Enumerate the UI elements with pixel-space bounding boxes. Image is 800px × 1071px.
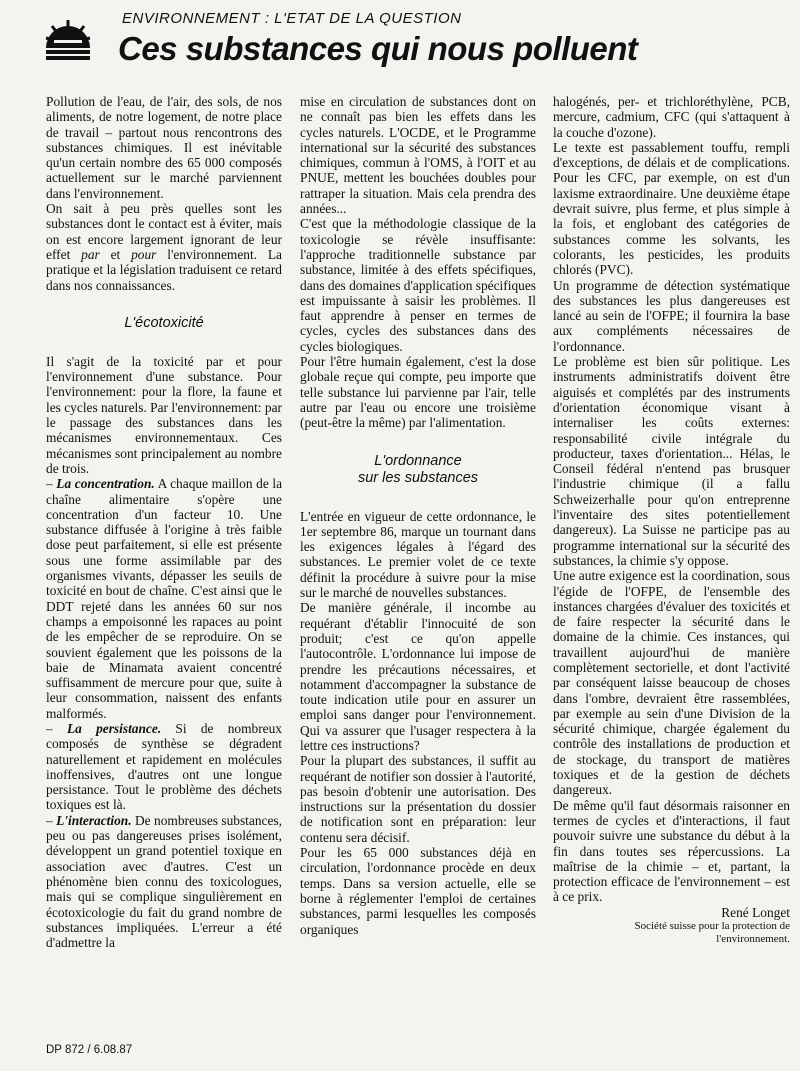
- paragraph-persistance: – La persistance. Si de nombreux composés de synthèse se dégradent naturellement et rapidement en molécules inoffensives, d'autres ont une longue persistance. Tout le problème des déchets toxiques est là.: [46, 720, 283, 813]
- paragraph: On sait à peu près quelles sont les substances dont le contact est à éviter, mais on est encore largement ignorant de leur effet par et pour l'environnement. La pratique et la législation traduisent ce retard dans nos connaissances.: [46, 201, 282, 293]
- paragraph: De même qu'il faut désormais raisonner en termes de cycles et d'interactions, il faut pouvoir suivre une substance du début à la fin dans toutes ses répercussions. La maîtrise de la chimie – et, partant, la protection efficace de l'environnement – est à ce prix.: [553, 797, 790, 905]
- paragraph: Pour les 65 000 substances déjà en circulation, l'ordonnance procède en deux temps. Dans sa version actuelle, elle se borne à réglementer l'emploi de certaines substances, parmi lesquelles les composés organiques: [300, 845, 536, 937]
- paragraph-concentration: – La concentration. A chaque maillon de la chaîne alimentaire s'opère une concentration d'un facteur 10. Une substance diffusée à l'origine à très faible dose peut parfaitement, si elle est présente sous une forme assimilable par des organismes vivants, dépasser les seuils de toxicité en bout de chaîne. C'est ainsi que le DDT rejeté dans les années 60 sur nos champs a empoisonné les rapaces au point de les empêcher de se reproduire. On se souvient également que les poissons de la baie de Minamata avaient concentré suffisamment de mercure pour que, suite à leur consommation, naissent des enfants malformés.: [46, 476, 283, 721]
- article-title: Ces substances qui nous polluent: [118, 30, 638, 67]
- column-3: [553, 94, 790, 946]
- paragraph-interaction: – L'interaction. De nombreuses substances, peu ou pas dangereuses prises isolément, développent un grand potentiel toxique en association avec d'autres. C'est un phénomène bien connu des toxicologues, mais qui se complique singulièrement en écotoxicologie du fait du grand nombre de substances impliquées. L'erreur a été d'admettre la: [46, 812, 282, 951]
- author-signature: René Longet: [721, 904, 790, 920]
- paragraph: C'est que la méthodologie classique de la toxicologie se révèle insuffisante: l'approche traditionnelle substance par substance, limitée à des effets spécifiques, dans des domaines d'application spécifiques est impuissante à saisir les problèmes. Il faut apprendre à penser en termes de cycles, cycles des substances dans des cycles biologiques.: [300, 216, 536, 354]
- paragraph: Il s'agit de la toxicité par et pour l'environnement d'une substance. Pour l'environnement: pour la flore, la faune et les cycles naturels. Par l'environnement: par le passage des substances dans les mécanismes environnementaux. Ces mécanismes sont principalement au nombre de trois.: [46, 353, 282, 476]
- paragraph: mise en circulation de substances dont on ne connaît pas bien les effets dans les cycles naturels. L'OCDE, et le Programme international sur la sécurité des substances chimiques, commun à l'OMS, à l'OIT et au PNUE, mettent les bouchées doubles pour rattraper la situation. Mais cela prendra des années...: [300, 94, 536, 217]
- column-1: [46, 94, 282, 950]
- paragraph: De manière générale, il incombe au requérant d'établir l'innocuité de son produit; c'est ce qu'on appelle l'autocontrôle. L'ordonnance lui impose de prendre les précautions nécessaires, et notamment d'accompagner la substance de toute indication utile pour en assurer un emploi sans danger pour l'environnement. Qui va assurer que l'usager respectera à la lettre ces instructions?: [300, 600, 536, 753]
- column-2: [300, 94, 536, 937]
- paragraph: halogénés, per- et trichloréthylène, PCB, mercure, cadmium, CFC (qui s'attaquent à la couche d'ozone).: [553, 94, 790, 140]
- paragraph: Pour l'être humain également, c'est la dose globale reçue qui compte, peu importe que telle substance lui parvienne par l'air, telle autre par l'eau ou encore une troisième (peut-être la même) par l'alimentation.: [300, 354, 536, 431]
- paragraph: Le problème est bien sûr politique. Les instruments administratifs doivent être aiguisés et complétés par des instruments d'orientation économique visant à internaliser les coûts externes: responsabilité civile intégrale du producteur, taxes d'orientation... Hélas, le Conseil fédéral n'entend pas brusquer l'industrie chimique (il a fallu Schweizerhalle pour qu'on entreprenne l'inventaire des sites potentiellement dangereux). La Suisse ne participe pas au programme international sur la sécurité des substances, la chimie s'y oppose.: [553, 354, 790, 568]
- paragraph: Pollution de l'eau, de l'air, des sols, de nos aliments, de notre logement, de notre place de travail – partout nous rencontrons des substances chimiques. Il est inévitable qu'un certain nombre des 65 000 composés actuellement sur le marché parviennent dans l'environnement.: [46, 94, 282, 201]
- subheading-ordonnance: L'ordonnance sur les substances: [357, 452, 479, 486]
- author-organization: Société suisse pour la protection de l'environnement.: [634, 920, 790, 946]
- paragraph: Une autre exigence est la coordination, sous l'égide de l'OFPE, de l'ensemble des instances chargées d'évaluer des toxicités et de faire respecter la sécurité dans le domaine de la chimie. Ces instances, qui travaillent aujourd'hui de manière complètement sectorielle, et dont l'activité par conséquent laisse beaucoup de choses dans l'ombre, devraient être rassemblées, par exemple au sein d'une Division de la sécurité chimique, chargée également du contrôle des installations de production et de stockage, du transport de matières toxiques et de la gestion de déchets dangereux.: [553, 568, 790, 798]
- paragraph: Le texte est passablement touffu, rempli d'exceptions, de délais et de complications. Pour les CFC, par exemple, on est d'un laxisme extraordinaire. Une deuxième étape devrait suivre, plus ferme, et plus simple à la fois, et englobant des catégories de substances comme les solvants, les colorants, les pesticides, les produits chlorés (PVC).: [553, 139, 790, 278]
- paragraph: Un programme de détection systématique des substances les plus dangereuses est lancé au sein de l'OFPE; il fournira la base aux compléments nécessaires de l'ordonnance.: [553, 277, 790, 354]
- footer-reference: DP 872 / 6.08.87: [46, 1044, 133, 1056]
- paragraph: L'entrée en vigueur de cette ordonnance, le 1er septembre 86, marque un tournant dans les exigences légales à l'égard des substances. Le premier volet de ce texte définit la procédure à suivre pour la mise sur le marché de nouvelles substances.: [300, 508, 536, 601]
- paragraph: Pour la plupart des substances, il suffit au requérant de notifier son dossier à l'autorité, pas besoin d'obtenir une autorisation. Des instructions sur la présentation du dossier de notification sont en préparation: leur contenu sera décisif.: [300, 753, 536, 845]
- subheading-ecotoxicite: L'écotoxicité: [124, 314, 204, 331]
- publication-logo-icon: [44, 18, 92, 62]
- section-kicker: ENVIRONNEMENT : L'ETAT DE LA QUESTION: [122, 10, 462, 27]
